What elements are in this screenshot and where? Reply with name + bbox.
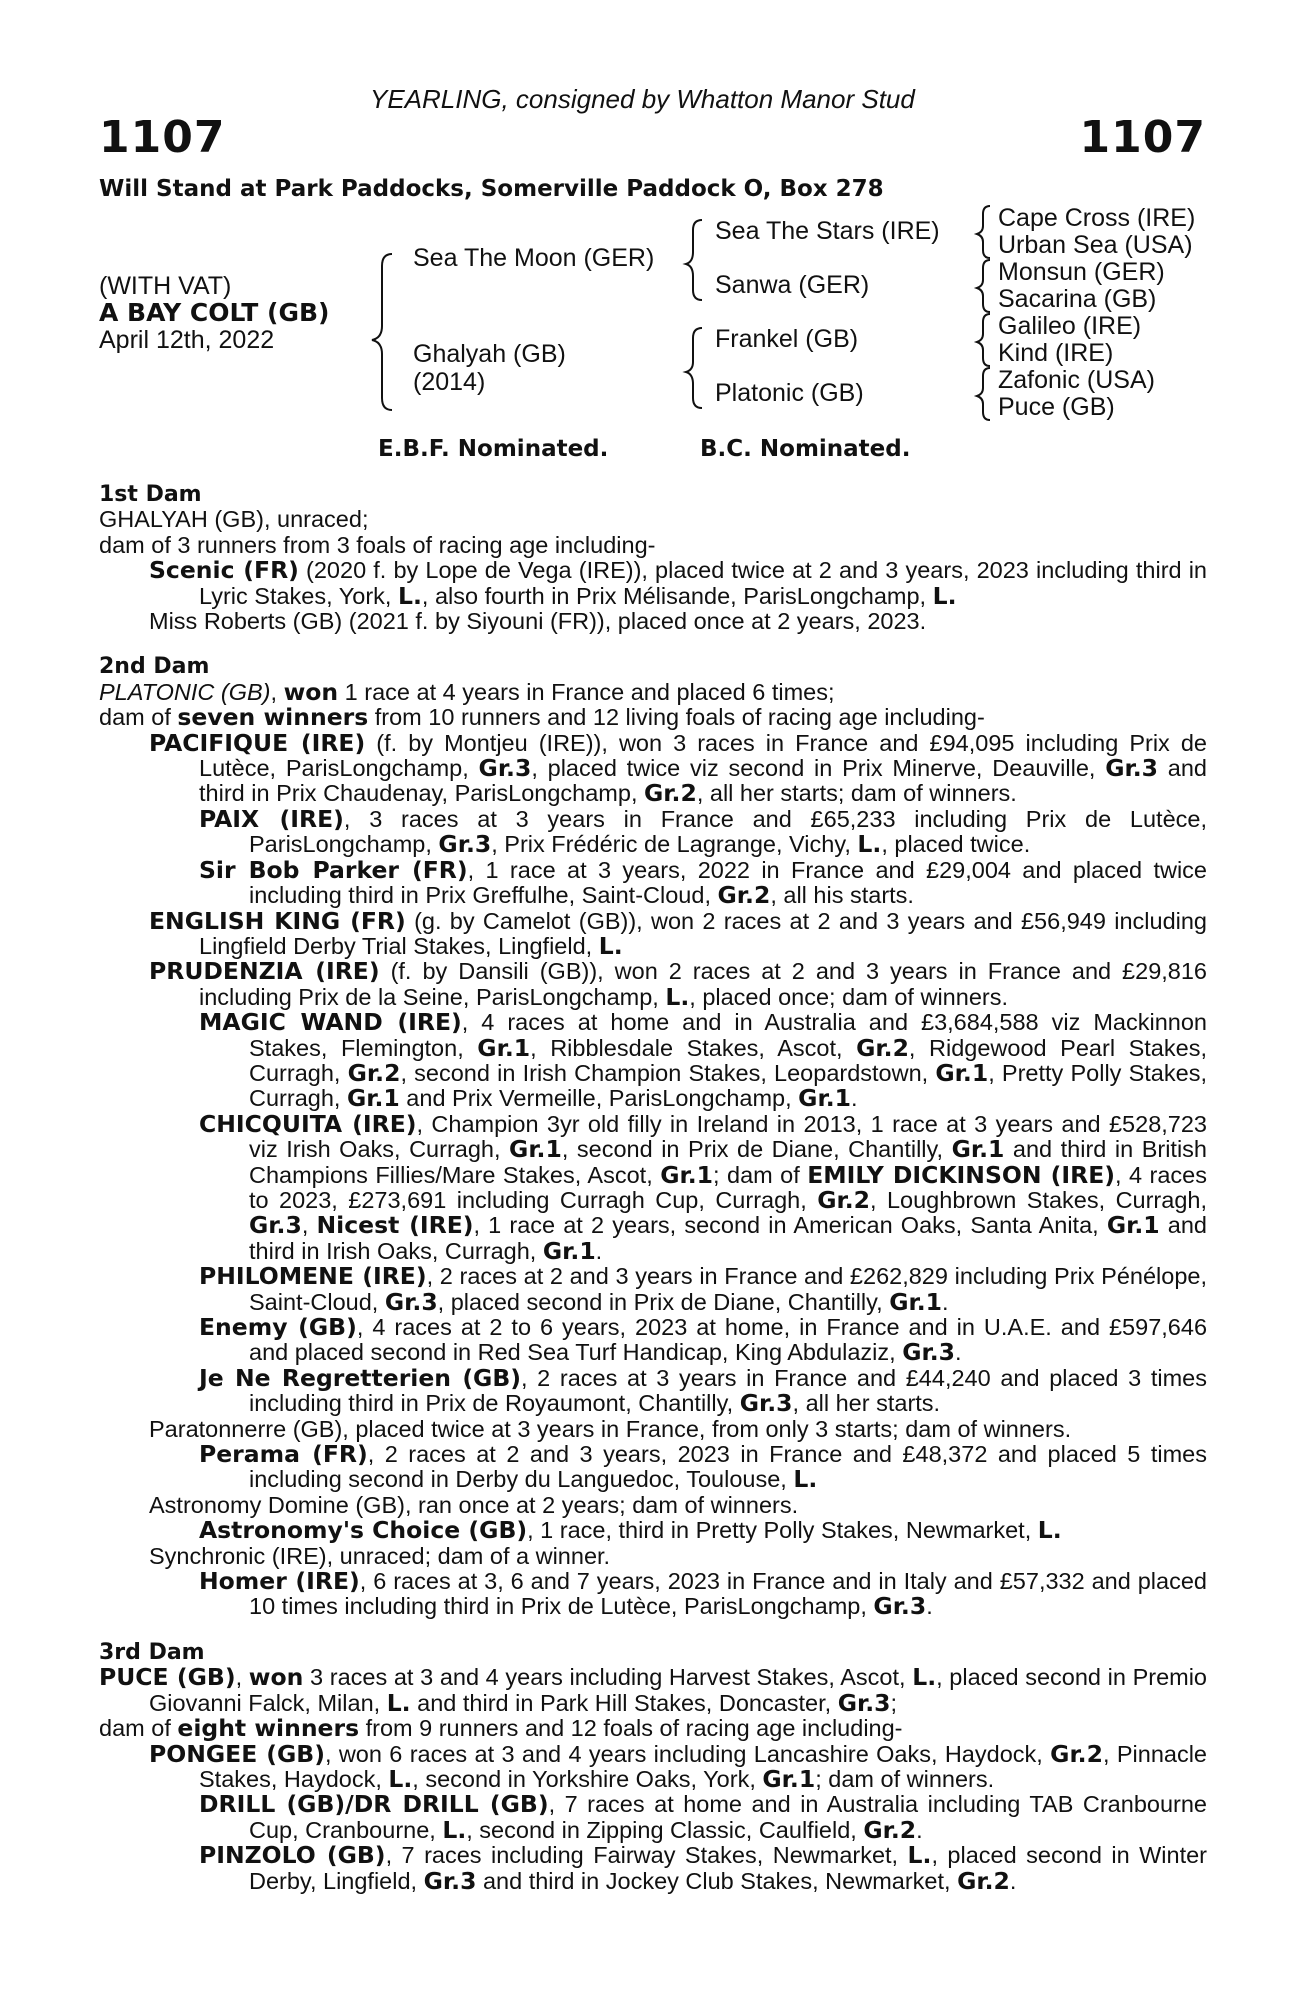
section-heading-3rd-dam: 3rd Dam [99, 1639, 205, 1665]
produce-entry: ENGLISH KING (FR) (g. by Camelot (GB)), won 2 races at 2 and 3 years and £56,949 including Lingfield Derby Trial Stakes, Lingfield, L. [149, 906, 1207, 960]
sire-sire: Sea The Stars (IRE) [715, 217, 940, 245]
produce-entry: Je Ne Regretterien (GB), 2 races at 3 years in France and £44,240 and placed 3 times including third in Prix de Royaumont, Chantilly, Gr.3, all her starts. [199, 1363, 1207, 1418]
first-dam-produce: dam of 3 runners from 3 foals of racing age including- [99, 531, 656, 558]
ancestor-g3-8: Puce (GB) [998, 393, 1115, 421]
stand-location: Will Stand at Park Paddocks, Somerville Paddock O, Box 278 [99, 176, 884, 202]
consignor-line: YEARLING, consigned by Whatton Manor Stud [370, 84, 915, 114]
second-dam-produce: dam of seven winners from 10 runners and 12 living foals of racing age including- [99, 703, 985, 732]
produce-entry: MAGIC WAND (IRE), 4 races at home and in Australia and £3,684,588 viz Mackinnon Stakes, Flemington, Gr.1, Ribblesdale Stakes, Ascot, Gr.2, Ridgewood Pearl Stakes, Curragh, Gr.2, second in Irish Champion Stakes, Leopardstown, Gr.1, Pretty Polly Stakes, Curragh, Gr.1 and Prix Vermeille, ParisLongchamp, Gr.1. [199, 1008, 1207, 1113]
vat-note: (WITH VAT) [99, 272, 232, 300]
produce-entry: PRUDENZIA (IRE) (f. by Dansili (GB)), won 2 races at 2 and 3 years in France and £29,816 including Prix de la Seine, ParisLongchamp, L., placed once; dam of winners. [149, 957, 1208, 1011]
produce-entry: Sir Bob Parker (FR), 1 race at 3 years, 2022 in France and £29,004 and placed twice including third in Prix Greffulhe, Saint-Cloud, Gr.2, all his starts. [199, 855, 1207, 910]
produce-entry: Miss Roberts (GB) (2021 f. by Siyouni (FR)), placed once at 2 years, 2023. [149, 608, 927, 635]
ancestor-g3-2: Urban Sea (USA) [998, 231, 1193, 259]
produce-entry: Enemy (GB), 4 races at 2 to 6 years, 2023 at home, in France and in U.A.E. and £597,646 and placed second in Red Sea Turf Handicap, King Abdulaziz, Gr.3. [199, 1313, 1208, 1367]
dam-sire: Frankel (GB) [715, 325, 859, 353]
foaling-date: April 12th, 2022 [99, 326, 275, 354]
third-dam-line: PUCE (GB), won 3 races at 3 and 4 years including Harvest Stakes, Ascot, L., placed second in Premio Giovanni Falck, Milan, L. and third in Park Hill Stakes, Doncaster, Gr.3; [99, 1663, 1208, 1717]
second-dam-line: PLATONIC (GB), won 1 race at 4 years in France and placed 6 times; [99, 677, 835, 706]
dam-year: (2014) [413, 368, 486, 396]
produce-entry: Astronomy Domine (GB), ran once at 2 years; dam of winners. [149, 1491, 799, 1518]
produce-entry: Scenic (FR) (2020 f. by Lope de Vega (IRE)), placed twice at 2 and 3 years, 2023 including third in Lyric Stakes, York, L., also fourth in Prix Mélisande, ParisLongchamp, L. [149, 556, 1207, 610]
produce-entry: PONGEE (GB), won 6 races at 3 and 4 years including Lancashire Oaks, Haydock, Gr.2, Pinnacle Stakes, Haydock, L., second in Yorkshire Oaks, York, Gr.1; dam of winners. [149, 1739, 1207, 1793]
produce-entry: CHICQUITA (IRE), Champion 3yr old filly in Ireland in 2013, 1 race at 3 years and £528,723 viz Irish Oaks, Curragh, Gr.1, second in Prix de Diane, Chantilly, Gr.1 and third in British Champions Fillies/Mare Stakes, Ascot, Gr.1; dam of EMILY DICKINSON (IRE), 4 races to 2023, £273,691 including Curragh Cup, Curragh, Gr.2, Loughbrown Stakes, Curragh, Gr.3, Nicest (IRE), 1 race at 2 years, second in American Oaks, Santa Anita, Gr.1 and third in Irish Oaks, Curragh, Gr.1. [199, 1109, 1208, 1265]
produce-entry: PAIX (IRE), 3 races at 3 years in France and £65,233 including Prix de Lutèce, ParisLongchamp, Gr.3, Prix Frédéric de Lagrange, Vichy, L., placed twice. [199, 804, 1207, 859]
first-dam-line: GHALYAH (GB), unraced; [99, 506, 369, 533]
sire-dam: Sanwa (GER) [715, 271, 870, 299]
lot-number-right: 1107 [1079, 112, 1206, 163]
produce-entry: Perama (FR), 2 races at 2 and 3 years, 2023 in France and £48,372 and placed 5 times including second in Derby du Languedoc, Toulouse, L. [199, 1440, 1207, 1494]
sire: Sea The Moon (GER) [413, 244, 655, 272]
third-dam-produce: dam of eight winners from 9 runners and 12 foals of racing age including- [99, 1714, 903, 1743]
ancestor-g3-4: Sacarina (GB) [998, 285, 1157, 313]
produce-entry: PINZOLO (GB), 7 races including Fairway Stakes, Newmarket, L., placed second in Winter Derby, Lingfield, Gr.3 and third in Jockey Club Stakes, Newmarket, Gr.2. [199, 1841, 1207, 1895]
dam: Ghalyah (GB) [413, 340, 566, 368]
ancestor-g3-7: Zafonic (USA) [998, 366, 1155, 394]
ancestor-g3-5: Galileo (IRE) [998, 312, 1142, 340]
bc-nomination: B.C. Nominated. [700, 436, 911, 462]
produce-entry: Synchronic (IRE), unraced; dam of a winner. [149, 1542, 611, 1569]
section-heading-2nd-dam: 2nd Dam [99, 654, 210, 680]
ebf-nomination: E.B.F. Nominated. [378, 436, 609, 462]
dam-dam: Platonic (GB) [715, 379, 864, 407]
ancestor-g3-3: Monsun (GER) [998, 258, 1165, 286]
produce-entry: DRILL (GB)/DR DRILL (GB), 7 races at home and in Australia including TAB Cranbourne Cup, Cranbourne, L., second in Zipping Classic, Caulfield, Gr.2. [199, 1790, 1207, 1844]
produce-entry: Astronomy's Choice (GB), 1 race, third in Pretty Polly Stakes, Newmarket, L. [199, 1516, 1062, 1545]
lot-number-left: 1107 [99, 112, 226, 163]
ancestor-g3-6: Kind (IRE) [998, 339, 1114, 367]
ancestor-g3-1: Cape Cross (IRE) [998, 204, 1196, 232]
section-heading-1st-dam: 1st Dam [99, 482, 202, 507]
horse-name: A BAY COLT (GB) [99, 298, 330, 327]
produce-entry: PHILOMENE (IRE), 2 races at 2 and 3 years in France and £262,829 including Prix Pénélope, Saint-Cloud, Gr.3, placed second in Prix de Diane, Chantilly, Gr.1. [199, 1262, 1207, 1316]
produce-entry: Homer (IRE), 6 races at 3, 6 and 7 years, 2023 in France and in Italy and £57,332 and placed 10 times including third in Prix de Lutèce, ParisLongchamp, Gr.3. [199, 1567, 1207, 1621]
catalogue-text [99, 482, 1207, 1894]
produce-entry: Paratonnerre (GB), placed twice at 3 years in France, from only 3 starts; dam of winners. [149, 1415, 1072, 1442]
produce-entry: PACIFIQUE (IRE) (f. by Montjeu (IRE)), won 3 races in France and £94,095 including Prix de Lutèce, ParisLongchamp, Gr.3, placed twice viz second in Prix Minerve, Deauville, Gr.3 and third in Prix Chaudenay, ParisLongchamp, Gr.2, all her starts; dam of winners. [149, 728, 1207, 808]
